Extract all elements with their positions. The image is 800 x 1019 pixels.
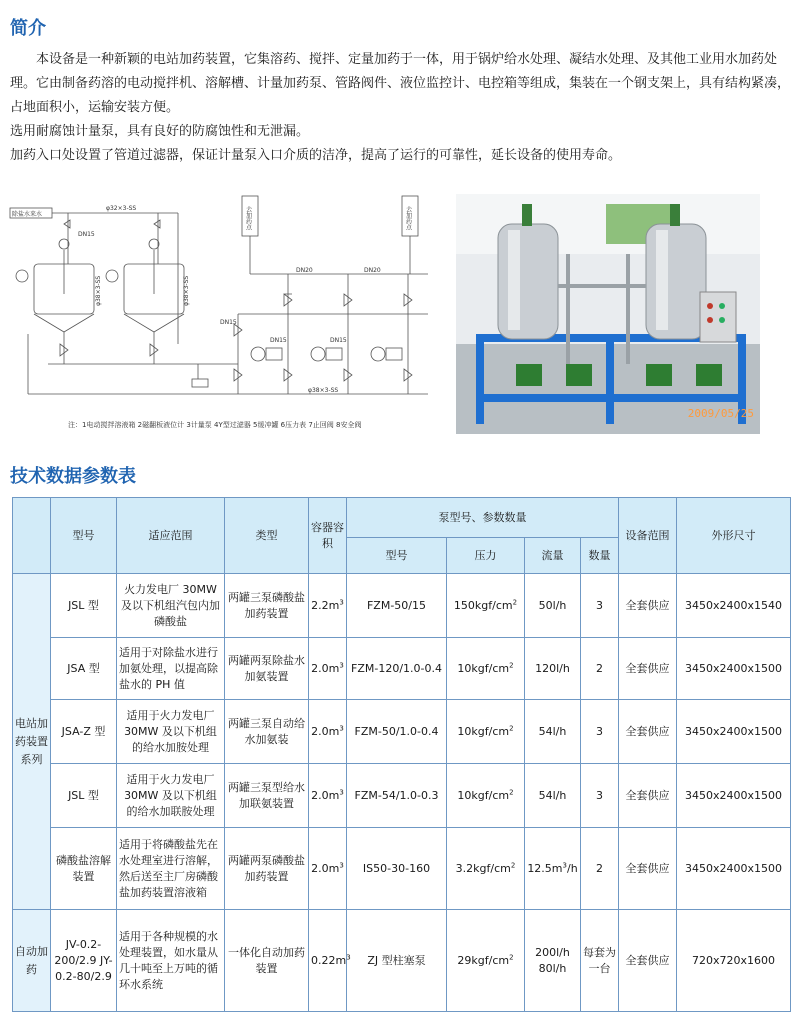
cell-capacity: $2.2m^3$ bbox=[309, 574, 347, 638]
cell-qty: 每套为一台 bbox=[581, 910, 619, 1012]
header-flow: 流量 bbox=[525, 538, 581, 574]
cell-scope: 适用于火力发电厂30MW 及以下机组的给水加胺处理 bbox=[117, 700, 225, 764]
cell-flow: 120l/h bbox=[525, 638, 581, 700]
table-row bbox=[13, 764, 791, 828]
cell-flow: 200l/h 80l/h bbox=[525, 910, 581, 1012]
cell-size: 3450x2400x1540 bbox=[677, 574, 791, 638]
cell-pressure: $3.2kgf/cm^2$ bbox=[447, 828, 525, 910]
cell-type: 两罐三泵磷酸盐加药装置 bbox=[225, 574, 309, 638]
header-size: 外形尺寸 bbox=[677, 498, 791, 574]
header-qty: 数量 bbox=[581, 538, 619, 574]
intro-paragraph-3: 加药入口处设置了管道过滤器，保证计量泵入口介质的洁净，提高了运行的可靠性，延长设备的使用寿命。 bbox=[10, 148, 622, 163]
cell-flow: 50l/h bbox=[525, 574, 581, 638]
dn-label-4: DN15 bbox=[220, 319, 237, 326]
intro-paragraph-2: 选用耐腐蚀计量泵，具有良好的防腐蚀性和无泄漏。 bbox=[10, 124, 310, 139]
intro-text bbox=[10, 48, 790, 168]
pipe-main-label: φ32×3-SS bbox=[106, 205, 137, 212]
cell-model: JSL 型 bbox=[51, 764, 117, 828]
photo-date-stamp: 2009/05/25 bbox=[687, 407, 754, 420]
cell-pump-model: FZM-120/1.0-0.4 bbox=[347, 638, 447, 700]
header-supply: 设备范围 bbox=[619, 498, 677, 574]
cell-supply: 全套供应 bbox=[619, 700, 677, 764]
cell-capacity: $2.0m^3$ bbox=[309, 764, 347, 828]
cell-supply: 全套供应 bbox=[619, 638, 677, 700]
cell-supply: 全套供应 bbox=[619, 574, 677, 638]
cell-pressure: $150kgf/cm^2$ bbox=[447, 574, 525, 638]
cell-pressure: $10kgf/cm^2$ bbox=[447, 638, 525, 700]
header-pump-model: 型号 bbox=[347, 538, 447, 574]
dn-label-6: DN15 bbox=[330, 337, 347, 344]
cell-model: JSL 型 bbox=[51, 574, 117, 638]
cell-pump-model: ZJ 型柱塞泵 bbox=[347, 910, 447, 1012]
cell-type: 两罐三泵自动给水加氨装 bbox=[225, 700, 309, 764]
cell-model: JV-0.2-200/2.9 JY-0.2-80/2.9 bbox=[51, 910, 117, 1012]
cell-type: 一体化自动加药装置 bbox=[225, 910, 309, 1012]
cell-pressure: $10kgf/cm^2$ bbox=[447, 764, 525, 828]
cell-size: 3450x2400x1500 bbox=[677, 700, 791, 764]
cell-pressure: $29kgf/cm^2$ bbox=[447, 910, 525, 1012]
pipe-v1-label: φ38×3-SS bbox=[95, 275, 102, 306]
cell-scope: 适用于火力发电厂30MW 及以下机组的给水加联胺处理 bbox=[117, 764, 225, 828]
cell-pressure: $10kgf/cm^2$ bbox=[447, 700, 525, 764]
cell-pump-model: FZM-54/1.0-0.3 bbox=[347, 764, 447, 828]
series-cell-auto-dosing: 自动加药 bbox=[13, 910, 51, 1012]
cell-qty: 2 bbox=[581, 828, 619, 910]
cell-capacity: $2.0m^3$ bbox=[309, 700, 347, 764]
dn-label-3: DN20 bbox=[364, 267, 381, 274]
cell-pump-model: FZM-50/1.0-0.4 bbox=[347, 700, 447, 764]
cell-model: JSA 型 bbox=[51, 638, 117, 700]
cell-scope: 火力发电厂 30MW及以下机组汽包内加磷酸盐 bbox=[117, 574, 225, 638]
table-row bbox=[13, 574, 791, 638]
series-cell-power-station: 电站加药装置系列 bbox=[13, 574, 51, 910]
table-row bbox=[13, 700, 791, 764]
cell-qty: 3 bbox=[581, 700, 619, 764]
params-title: 技术数据参数表 bbox=[10, 466, 136, 487]
pipe-v2-label: φ38×3-SS bbox=[183, 275, 190, 306]
table-row bbox=[13, 638, 791, 700]
cell-model: JSA-Z 型 bbox=[51, 700, 117, 764]
cell-size: 720x720x1600 bbox=[677, 910, 791, 1012]
intro-paragraph-1: 本设备是一种新颖的电站加药装置，它集溶药、搅拌、定量加药于一体，用于锅炉给水处理、凝结水处理、及其他工业用水加药处理。它由制备药溶的电动搅拌机、溶解槽、计量加药泵、管路阀件、液位监控计、电控箱等组成，集装在一个钢支架上，具有结构紧凑，占地面积小，运输安装方便。 bbox=[10, 52, 791, 115]
dest-label-2: 去加药点 bbox=[404, 206, 412, 230]
cell-flow: 54l/h bbox=[525, 700, 581, 764]
inlet-label: 除盐水来水 bbox=[12, 211, 43, 218]
header-pressure: 压力 bbox=[447, 538, 525, 574]
header-scope: 适应范围 bbox=[117, 498, 225, 574]
cell-size: 3450x2400x1500 bbox=[677, 764, 791, 828]
table-row bbox=[13, 910, 791, 1012]
cell-model: 磷酸盐溶解装置 bbox=[51, 828, 117, 910]
equipment-photo bbox=[456, 194, 760, 434]
cell-type: 两罐两泵除盐水加氨装置 bbox=[225, 638, 309, 700]
diagram-note: 注：1电动搅拌溶液箱 2磁翻板液位计 3计量泵 4Y型过滤器 5缓冲罐 6压力表 7止回阀 8安全阀 bbox=[68, 421, 362, 429]
dn-label-1: DN15 bbox=[78, 231, 95, 238]
cell-type: 两罐三泵型给水加联氨装置 bbox=[225, 764, 309, 828]
cell-qty: 3 bbox=[581, 574, 619, 638]
process-flow-diagram bbox=[8, 194, 440, 434]
cell-capacity: $2.0m^3$ bbox=[309, 828, 347, 910]
dest-label-1: 去加药点 bbox=[244, 206, 252, 230]
header-model: 型号 bbox=[51, 498, 117, 574]
header-series bbox=[13, 498, 51, 574]
cell-size: 3450x2400x1500 bbox=[677, 828, 791, 910]
cell-capacity: $0.22m^3$ bbox=[309, 910, 347, 1012]
header-capacity: 容器容积 bbox=[309, 498, 347, 574]
table-row bbox=[13, 828, 791, 910]
cell-supply: 全套供应 bbox=[619, 764, 677, 828]
cell-supply: 全套供应 bbox=[619, 910, 677, 1012]
cell-qty: 3 bbox=[581, 764, 619, 828]
cell-type: 两罐两泵磷酸盐加药装置 bbox=[225, 828, 309, 910]
technical-parameter-table bbox=[12, 497, 791, 1012]
cell-capacity: $2.0m^3$ bbox=[309, 638, 347, 700]
header-type: 类型 bbox=[225, 498, 309, 574]
cell-flow: $12.5m^3/h$ bbox=[525, 828, 581, 910]
cell-scope: 适用于对除盐水进行加氨处理，以提高除盐水的 PH 值 bbox=[117, 638, 225, 700]
cell-pump-model: IS50-30-160 bbox=[347, 828, 447, 910]
cell-size: 3450x2400x1500 bbox=[677, 638, 791, 700]
dn-label-5: DN15 bbox=[270, 337, 287, 344]
cell-supply: 全套供应 bbox=[619, 828, 677, 910]
cell-pump-model: FZM-50/15 bbox=[347, 574, 447, 638]
cell-scope: 适用于将磷酸盐先在水处理室进行溶解，然后送至主厂房磷酸盐加药装置溶液箱 bbox=[117, 828, 225, 910]
cell-qty: 2 bbox=[581, 638, 619, 700]
cell-scope: 适用于各种规模的水处理装置，如水量从几十吨至上万吨的循环水系统 bbox=[117, 910, 225, 1012]
cell-flow: 54l/h bbox=[525, 764, 581, 828]
pipe-bottom-label: φ38×3-SS bbox=[308, 387, 339, 394]
dn-label-2: DN20 bbox=[296, 267, 313, 274]
header-pump-group: 泵型号、参数数量 bbox=[347, 498, 619, 538]
intro-title: 简介 bbox=[10, 18, 46, 39]
